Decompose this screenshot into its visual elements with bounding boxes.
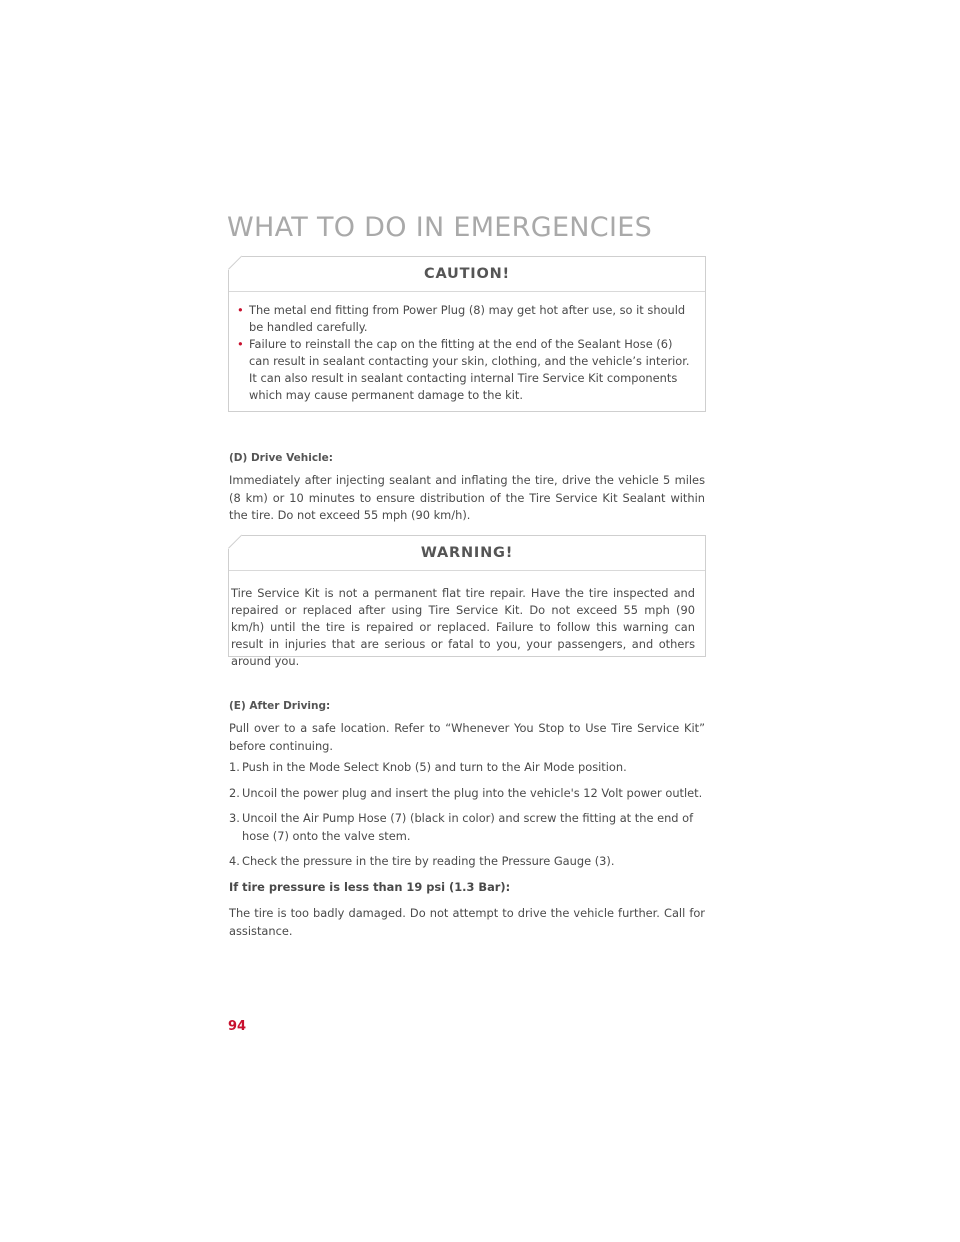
caution-box <box>228 256 706 412</box>
step-text: Uncoil the power plug and insert the plug into the vehicle's 12 Volt power outlet. <box>242 786 703 800</box>
caution-item <box>237 302 695 336</box>
step-item <box>229 759 705 777</box>
step-text: Check the pressure in the tire by reading the Pressure Gauge (3). <box>242 854 615 868</box>
caution-body <box>229 292 705 412</box>
caution-item-text: The metal end fitting from Power Plug (8) may get hot after use, so it should be handled carefully. <box>249 303 686 334</box>
step-item <box>229 853 705 871</box>
step-text: Push in the Mode Select Knob (5) and turn to the Air Mode position. <box>242 760 627 774</box>
caution-item <box>237 336 695 404</box>
after-driving-heading: (E) After Driving: <box>229 700 331 712</box>
bullet-icon: • <box>237 303 244 317</box>
step-number: 3. <box>229 811 240 825</box>
caution-title: CAUTION! <box>229 257 705 292</box>
step-text: Uncoil the Air Pump Hose (7) (black in color) and screw the fitting at the end of hose (7) onto the valve stem. <box>242 811 694 843</box>
page-section-title: WHAT TO DO IN EMERGENCIES <box>227 212 653 243</box>
step-number: 2. <box>229 786 240 800</box>
page-number: 94 <box>228 1019 247 1034</box>
warning-title: WARNING! <box>229 536 705 571</box>
low-pressure-text: The tire is too badly damaged. Do not attempt to drive the vehicle further. Call for assistance. <box>229 906 705 938</box>
step-number: 4. <box>229 854 240 868</box>
after-driving-intro: Pull over to a safe location. Refer to “Whenever You Stop to Use Tire Service Kit” before continuing. <box>229 721 705 753</box>
bullet-icon: • <box>237 337 244 351</box>
warning-body: Tire Service Kit is not a permanent flat tire repair. Have the tire inspected and repaired or replaced after using Tire Service Kit. Do not exceed 55 mph (90 km/h) until the tire is repaired or replaced. Failure to follow this warning can result in injuries that are serious or fatal to you, your passengers, and others around you. <box>231 586 695 668</box>
low-pressure-heading: If tire pressure is less than 19 psi (1.3 Bar): <box>229 880 511 894</box>
step-item <box>229 810 705 845</box>
warning-box <box>228 535 706 668</box>
caution-item-text: Failure to reinstall the cap on the fitting at the end of the Sealant Hose (6) can result in sealant contacting your skin, clothing, and the vehicle’s interior. It can also result in sealant contacting internal Tire Service Kit components which may cause permanent damage to the kit. <box>249 337 690 402</box>
step-number: 1. <box>229 760 240 774</box>
drive-vehicle-text: Immediately after injecting sealant and inflating the tire, drive the vehicle 5 miles (8 km) or 10 minutes to ensure distribution of the Tire Service Kit Sealant within the tire. Do not exceed 55 mph (90 km/h). <box>229 473 705 522</box>
step-item <box>229 785 705 803</box>
drive-vehicle-heading: (D) Drive Vehicle: <box>229 452 333 464</box>
